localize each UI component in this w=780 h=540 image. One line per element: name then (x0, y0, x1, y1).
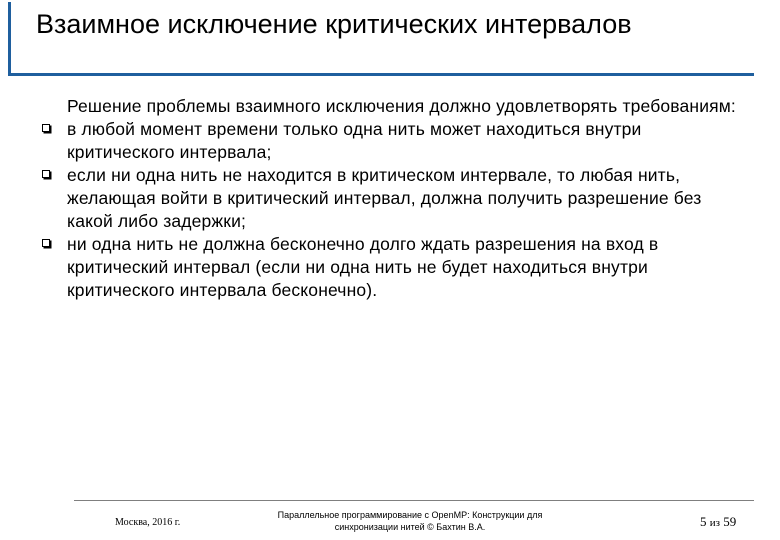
list-item (67, 233, 747, 302)
hollow-square-bullet-icon (42, 239, 50, 247)
footer-divider (74, 500, 754, 501)
page-number (700, 514, 736, 530)
hollow-square-bullet-icon (42, 170, 50, 178)
list-item (67, 118, 747, 164)
hollow-square-bullet-icon (42, 124, 50, 132)
page-current: 5 (700, 514, 707, 529)
page-total: 59 (723, 514, 737, 529)
slide-title: Взаимное исключение критических интервалов (36, 9, 632, 39)
slide-body (67, 95, 747, 302)
list-item-text: ни одна нить не должна бесконечно долго ждать разрешения на вход в критический интервал (если ни одна нить не будет находиться внутри критического интервала бесконечно). (67, 234, 659, 300)
list-item-text: в любой момент времени только одна нить может находиться внутри критического интервала; (67, 119, 642, 162)
title-accent-bar (8, 2, 11, 76)
footer-location-date: Москва, 2016 г. (115, 517, 181, 528)
footer-course-line-1: Параллельное программирование с OpenMP: Конструкции для (277, 510, 543, 520)
footer-course-title (240, 509, 580, 533)
list-item (67, 164, 747, 233)
title-divider (8, 73, 754, 76)
requirements-list (67, 118, 747, 302)
footer-course-line-2: синхронизации нитей © Бахтин В.А. (334, 522, 486, 532)
list-item-text: если ни одна нить не находится в критическом интервале, то любая нить, желающая войти в критический интервал, должна получить разрешение без какой либо задержки; (67, 165, 702, 231)
intro-text: Решение проблемы взаимного исключения должно удовлетворять требованиям: (67, 96, 736, 116)
page-of: из (709, 517, 720, 529)
